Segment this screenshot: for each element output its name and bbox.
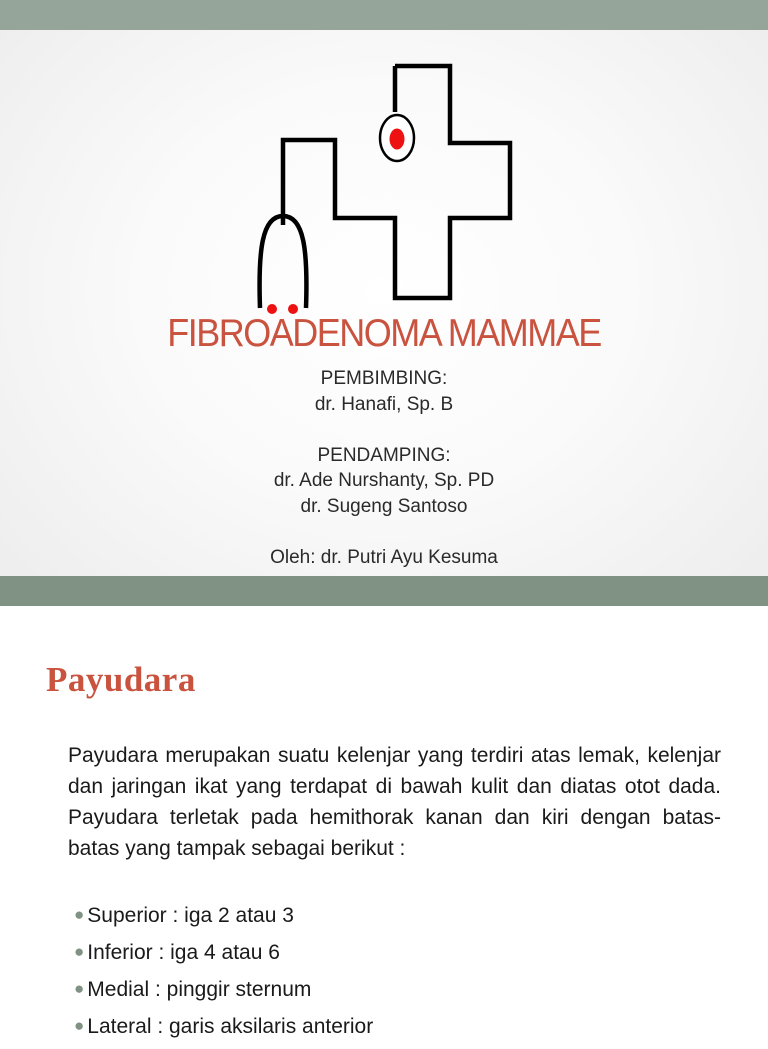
list-item — [74, 901, 373, 938]
credits-block — [0, 366, 768, 570]
list-item-text: Medial : pinggir sternum — [87, 978, 312, 1001]
body-paragraph: Payudara merupakan suatu kelenjar yang terdiri atas lemak, kelenjar dan jaringan ikat yang terdapat di bawah kulit dan diatas otot dada. Payudara terletak pada hemithorak kanan dan kiri dengan batas-batas yang tampak sebagai berikut : — [68, 744, 721, 860]
list-item — [74, 938, 373, 975]
list-item — [74, 1012, 373, 1049]
bullet-icon: ● — [74, 979, 85, 998]
credits-line — [0, 519, 768, 545]
credits-line: PENDAMPING: — [317, 444, 451, 466]
credits-line: dr. Hanafi, Sp. B — [314, 393, 454, 415]
credits-line: Oleh: dr. Putri Ayu Kesuma — [270, 546, 498, 568]
content-slide — [0, 606, 768, 1038]
bullet-list — [74, 901, 373, 1049]
credits-line: dr. Ade Nurshanty, Sp. PD — [273, 470, 495, 491]
medical-cross-stethoscope-icon — [0, 0, 768, 330]
page-title: FIBROADENOMA MAMMAE — [167, 310, 601, 355]
bullet-icon: ● — [74, 905, 85, 924]
list-item-text: Inferior : iga 4 atau 6 — [87, 941, 280, 964]
bottom-band — [0, 576, 768, 606]
credits-line — [0, 417, 768, 443]
list-item-text: Superior : iga 2 atau 3 — [87, 904, 294, 927]
bullet-icon: ● — [74, 942, 85, 961]
list-item — [74, 975, 373, 1012]
list-item-text: Lateral : garis aksilaris anterior — [87, 1015, 374, 1038]
bullet-icon: ● — [74, 1016, 85, 1035]
section-heading: Payudara — [46, 660, 196, 699]
credits-line: dr. Sugeng Santoso — [300, 495, 468, 517]
credits-line: PEMBIMBING: — [320, 368, 448, 389]
